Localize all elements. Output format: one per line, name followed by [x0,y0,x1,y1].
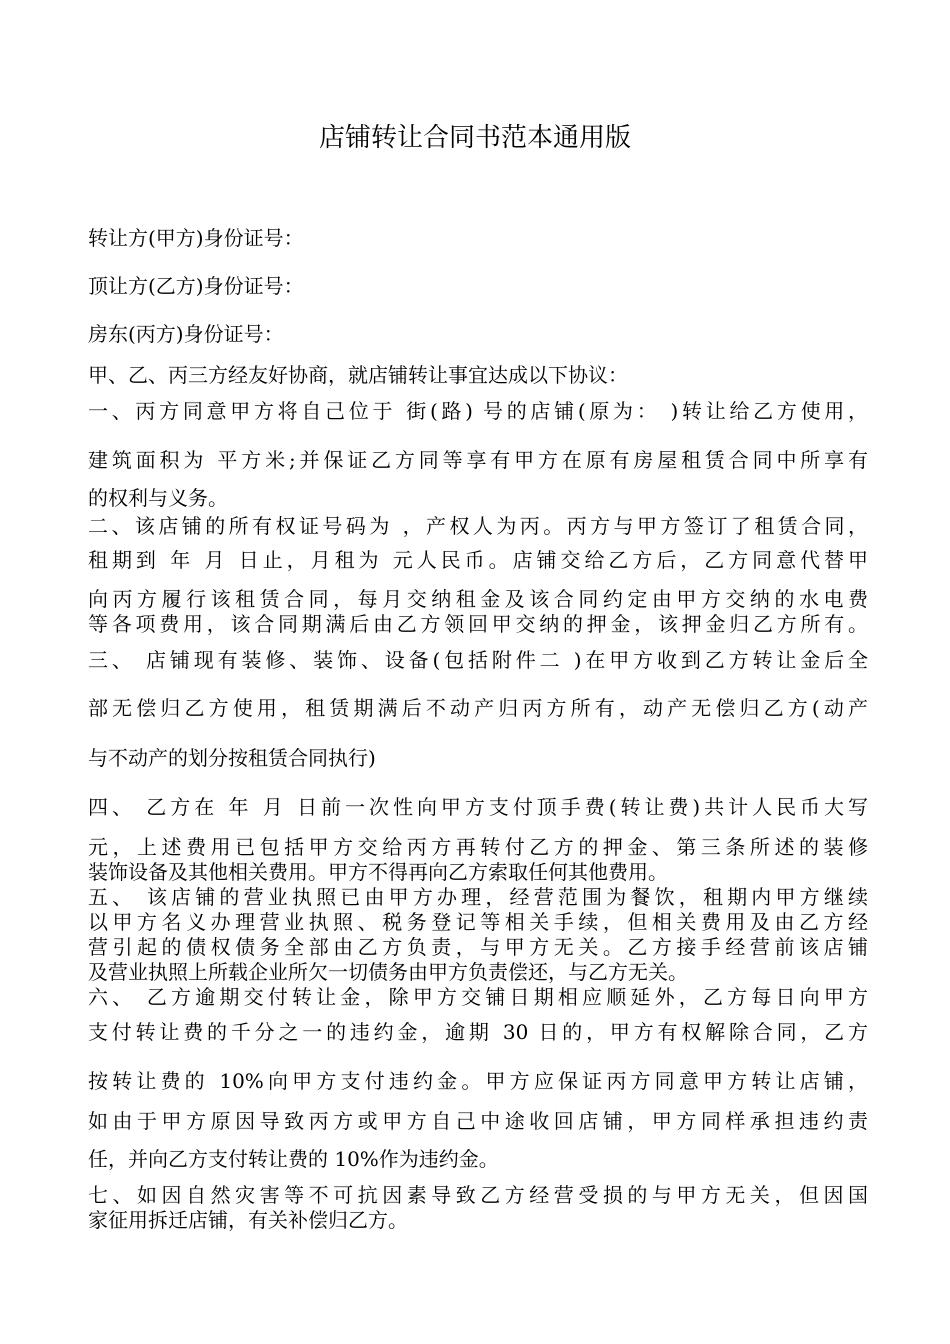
clause-2-line-3: 向丙方履行该租赁合同，每月交纳租金及该合同约定由甲方交纳的水电费 [88,587,868,611]
clause-3-line-1: 三、 店铺现有装修、装饰、设备(包括附件二 )在甲方收到乙方转让金后全 [88,648,868,672]
clause-1-line-2: 建筑面积为 平方米;并保证乙方同等享有甲方在原有房屋租赁合同中所享有 [88,448,868,472]
clause-3-line-3: 与不动产的划分按租赁合同执行) [88,746,376,770]
clause-6-line-2: 支付转让费的千分之一的违约金，逾期 30 日的，甲方有权解除合同，乙方 [88,1020,868,1044]
clause-5-line-2: 以甲方名义办理营业执照、税务登记等相关手续，但相关费用及由乙方经 [88,910,868,934]
clause-6-line-5: 任，并向乙方支付转让费的 10%作为违约金。 [88,1147,499,1171]
document-title: 店铺转让合同书范本通用版 [318,123,631,153]
clause-6-line-4: 如由于甲方原因导致丙方或甲方自己中途收回店铺，甲方同样承担违约责 [88,1109,868,1133]
transferor-id-line: 转让方(甲方)身份证号： [88,226,304,250]
clause-6-line-1: 六、 乙方逾期交付转让金，除甲方交铺日期相应顺延外，乙方每日向甲方 [88,985,868,1009]
clause-7-line-2: 家征用拆迁店铺，有关补偿归乙方。 [88,1208,408,1232]
clause-2-line-1: 二、该店铺的所有权证号码为 ，产权人为丙。丙方与甲方签订了租赁合同， [88,514,868,538]
clause-2-line-2: 租期到 年 月 日止，月租为 元人民币。店铺交给乙方后，乙方同意代替甲 [88,548,868,572]
clause-5-line-1: 五、 该店铺的营业执照已由甲方办理，经营范围为餐饮，租期内甲方继续 [88,885,868,909]
clause-5-line-4: 及营业执照上所载企业所欠一切债务由甲方负责偿还，与乙方无关。 [88,960,688,984]
clause-4-line-3: 装饰设备及其他相关费用。甲方不得再向乙方索取任何其他费用。 [88,860,668,884]
landlord-id-line: 房东(丙方)身份证号： [88,322,284,346]
transferee-id-line: 顶让方(乙方)身份证号： [88,274,304,298]
clause-1-line-1: 一、丙方同意甲方将自己位于 街(路) 号的店铺(原为： )转让给乙方使用， [88,399,868,423]
agreement-intro-line: 甲、乙、丙三方经友好协商，就店铺转让事宜达成以下协议： [88,363,628,387]
clause-7-line-1: 七、如因自然灾害等不可抗因素导致乙方经营受损的与甲方无关，但因国 [88,1183,868,1207]
clause-4-line-1: 四、 乙方在 年 月 日前一次性向甲方支付顶手费(转让费)共计人民币大写 [88,795,868,819]
clause-6-line-3: 按转让费的 10%向甲方支付违约金。甲方应保证丙方同意甲方转让店铺， [88,1069,868,1093]
clause-3-line-2: 部无偿归乙方使用，租赁期满后不动产归丙方所有，动产无偿归乙方(动产 [88,696,868,720]
clause-5-line-3: 营引起的债权债务全部由乙方负责，与甲方无关。乙方接手经营前该店铺 [88,935,868,959]
clause-2-line-4: 等各项费用，该合同期满后由乙方领回甲交纳的押金，该押金归乙方所有。 [88,612,868,636]
clause-4-line-2: 元，上述费用已包括甲方交给丙方再转付乙方的押金、第三条所述的装修 [88,835,868,859]
clause-1-line-3: 的权利与义务。 [88,486,228,510]
